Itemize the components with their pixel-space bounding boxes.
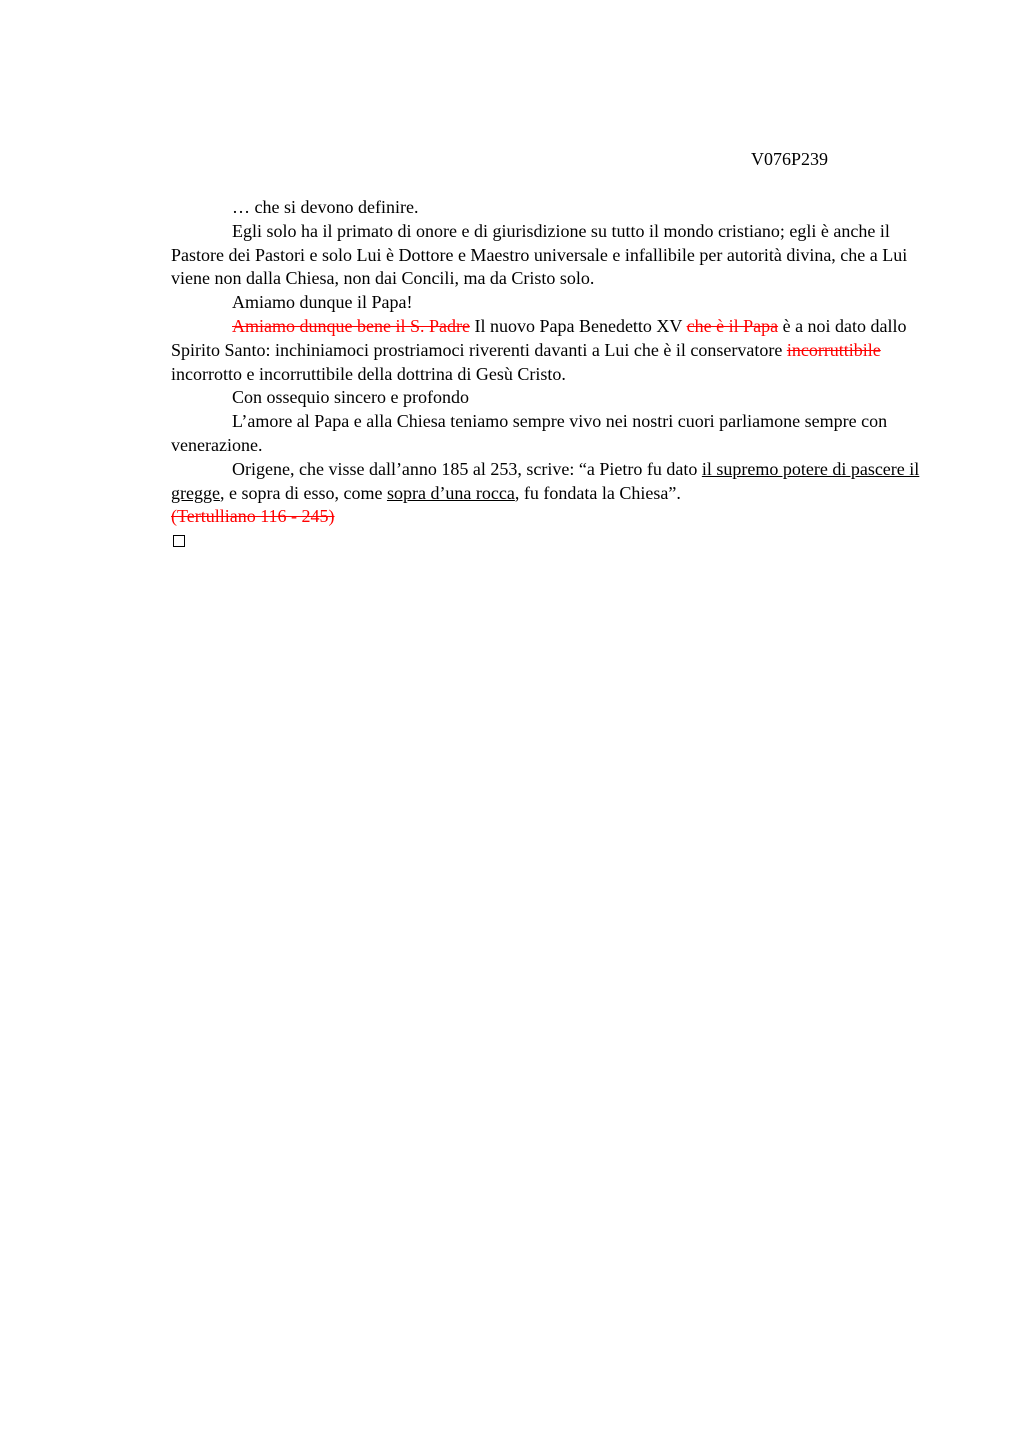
paragraph-8: [171, 505, 923, 529]
text-run: Il nuovo Papa Benedetto XV: [469, 315, 687, 336]
paragraph-7: [171, 458, 923, 506]
paragraph-3: Amiamo dunque il Papa!: [232, 292, 413, 313]
text-run: è a noi dato dallo Spirito Santo: inchiniamoci prostriamoci riverenti davanti a Lui che è il conservatore: [171, 315, 907, 360]
text-run: Origene, che visse dall’anno 185 al 253, scrive: “a Pietro fu dato: [232, 458, 702, 479]
checkbox-line: [171, 529, 923, 553]
paragraph-5: Con ossequio sincero e profondo: [232, 387, 469, 408]
paragraph-2: Egli solo ha il primato di onore e di giurisdizione su tutto il mondo cristiano; egli è anche il Pastore dei Pastori e solo Lui è Dottore e Maestro universale e infallibile per autorità divina, che a Lui viene non dalla Chiesa, non dai Concili, ma da Cristo solo.: [171, 220, 908, 289]
deleted-text: (Tertulliano 116 - 245): [171, 506, 335, 527]
underlined-text: sopra d’una rocca: [386, 482, 515, 503]
page-id: V076P239: [751, 149, 829, 169]
document-body: [171, 196, 923, 553]
paragraph-6: L’amore al Papa e alla Chiesa teniamo sempre vivo nei nostri cuori parliamone sempre con venerazione.: [171, 411, 888, 455]
deleted-text: che è il Papa: [686, 315, 779, 336]
text-run: incorrotto e incorruttibile della dottrina di Gesù Cristo.: [171, 363, 566, 384]
text-run: , fu fondata la Chiesa”.: [514, 482, 681, 503]
paragraph-1: … che si devono definire.: [232, 197, 419, 217]
paragraph-4: [171, 315, 923, 386]
text-run: , e sopra di esso, come: [219, 482, 387, 503]
underlined-text: il supremo potere di pascere il gregge: [171, 458, 920, 503]
deleted-text: incorruttibile: [786, 339, 881, 360]
deleted-text: Amiamo dunque bene il S. Padre: [232, 315, 470, 336]
checkbox-icon: [173, 535, 185, 547]
